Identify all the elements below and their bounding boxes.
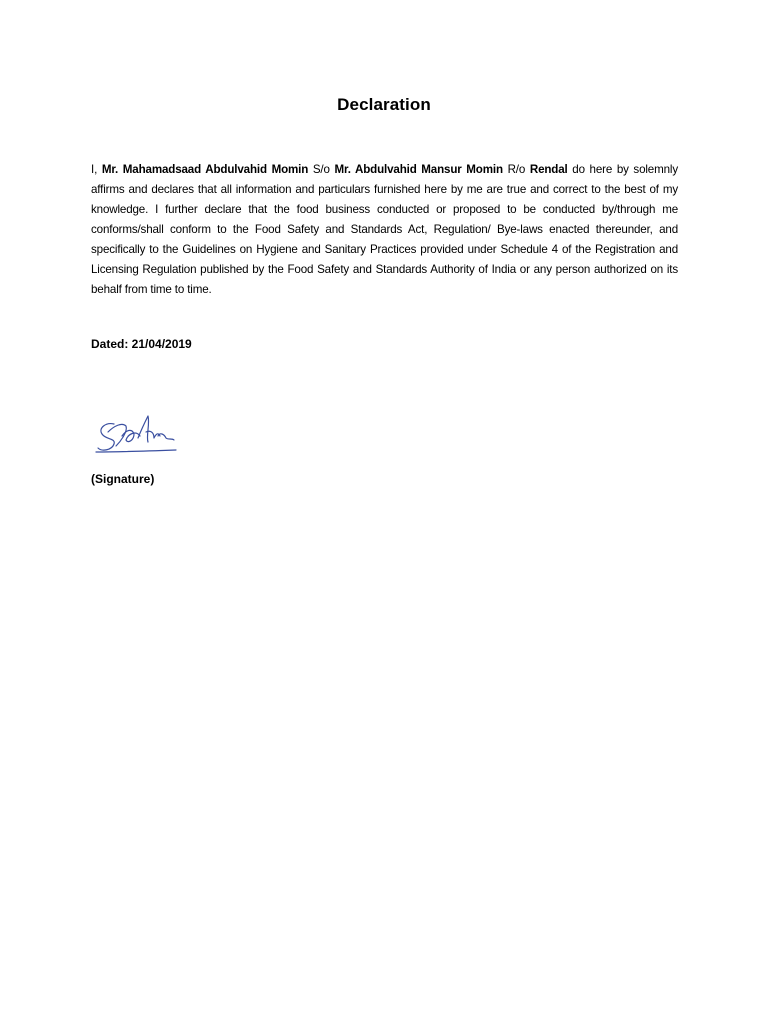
declaration-paragraph xyxy=(91,160,678,300)
intro-text: I, xyxy=(91,163,102,176)
document-title: Declaration xyxy=(337,95,431,114)
dated-line: Dated: 21/04/2019 xyxy=(91,337,192,351)
declarant-name: Mr. Mahamadsaad Abdulvahid Momin xyxy=(101,163,309,176)
declaration-body-text: do here by solemnly affirms and declares that all information and particulars furnished here by me are true and correct to the best of my knowledge. I further declare that the food business conducted or proposed to be conducted by/through me conforms/shall conform to the Food Safety and Standards Act, Regulation/ Bye-laws enacted thereunder, and specifically to the Guidelines on Hygiene and Sanitary Practices provided under Schedule 4 of the Registration and Licensing Regulation published by the Food Safety and Standards Authority of India or any person authorized on its behalf from time to time. xyxy=(91,163,678,296)
signature-label: (Signature) xyxy=(91,472,155,486)
handwritten-signature xyxy=(92,402,182,460)
residence-name: Rendal xyxy=(529,163,568,176)
residence-prefix: R/o xyxy=(502,163,530,176)
relation-text: S/o xyxy=(308,163,335,176)
father-name: Mr. Abdulvahid Mansur Momin xyxy=(334,163,503,176)
